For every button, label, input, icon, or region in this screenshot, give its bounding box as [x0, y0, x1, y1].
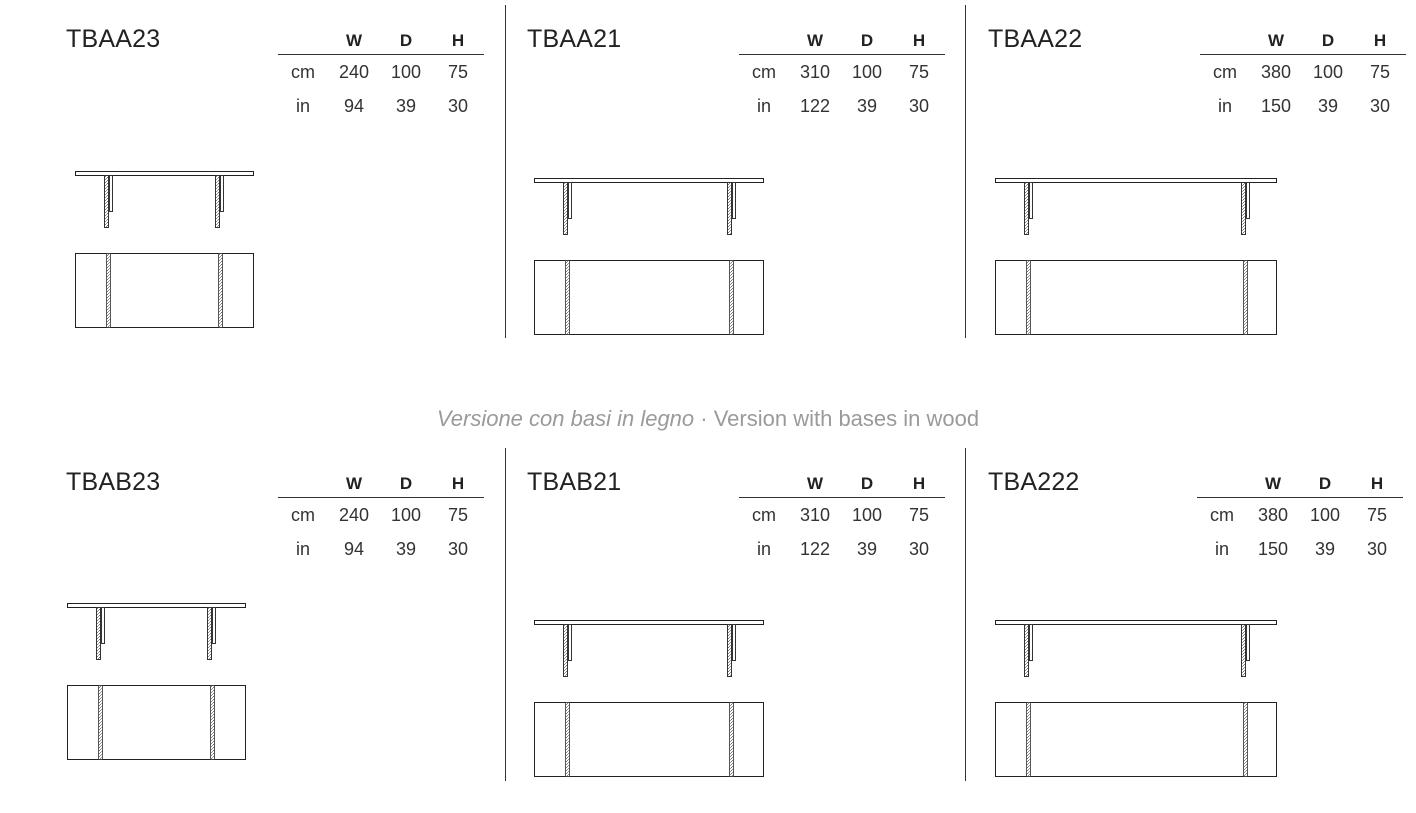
header-w: W — [328, 28, 380, 55]
table-row — [739, 532, 945, 566]
depth-value: 39 — [395, 95, 417, 116]
table-side-view — [994, 175, 1280, 239]
height-value: 75 — [908, 504, 930, 525]
height-value: 30 — [1366, 538, 1388, 559]
width-value: 94 — [343, 95, 365, 116]
height-value: 75 — [447, 504, 469, 525]
width-value: 380 — [1257, 504, 1289, 525]
width-value: 380 — [1260, 61, 1292, 82]
dimensions-table — [739, 471, 945, 566]
depth-value: 39 — [856, 538, 878, 559]
header-d: D — [841, 471, 893, 498]
dimensions-table — [1197, 471, 1403, 566]
depth-value: 39 — [395, 538, 417, 559]
table-row — [278, 89, 484, 123]
header-h: H — [893, 471, 945, 498]
table-row — [1197, 532, 1403, 566]
product-code: TBAB23 — [66, 468, 161, 496]
column-divider — [505, 448, 506, 781]
unit-label: in — [756, 538, 771, 559]
table-side-view — [74, 168, 256, 232]
width-value: 150 — [1260, 95, 1292, 116]
table-side-view — [533, 175, 767, 239]
depth-value: 100 — [1309, 504, 1341, 525]
depth-value: 39 — [1317, 95, 1339, 116]
width-value: 240 — [338, 504, 370, 525]
table-top-view — [994, 259, 1280, 337]
header-h: H — [432, 28, 484, 55]
dimensions-table — [278, 471, 484, 566]
height-value: 30 — [1369, 95, 1391, 116]
depth-value: 39 — [1314, 538, 1336, 559]
header-h: H — [432, 471, 484, 498]
header-w: W — [1250, 28, 1302, 55]
depth-value: 100 — [851, 61, 883, 82]
table-row — [1200, 89, 1406, 123]
height-value: 30 — [447, 95, 469, 116]
unit-label: in — [1214, 538, 1229, 559]
column-divider — [965, 448, 966, 781]
column-divider — [965, 5, 966, 338]
height-value: 75 — [447, 61, 469, 82]
unit-label: cm — [291, 61, 315, 82]
depth-value: 39 — [856, 95, 878, 116]
product-code: TBA222 — [988, 468, 1080, 496]
height-value: 30 — [908, 95, 930, 116]
table-row — [739, 55, 945, 90]
header-d: D — [841, 28, 893, 55]
unit-label: in — [756, 95, 771, 116]
dimensions-table — [278, 28, 484, 123]
table-top-view — [74, 252, 256, 330]
table-top-view — [533, 259, 767, 337]
table-row — [739, 89, 945, 123]
height-value: 75 — [1366, 504, 1388, 525]
dimensions-table — [739, 28, 945, 123]
height-value: 75 — [1369, 61, 1391, 82]
subtitle-italian: Versione con basi in legno — [436, 406, 695, 431]
unit-label: in — [1217, 95, 1232, 116]
depth-value: 100 — [390, 504, 422, 525]
width-value: 150 — [1257, 538, 1289, 559]
width-value: 310 — [799, 504, 831, 525]
table-row — [739, 498, 945, 533]
table-side-view — [66, 600, 248, 664]
depth-value: 100 — [390, 61, 422, 82]
header-w: W — [789, 471, 841, 498]
unit-label: cm — [752, 61, 776, 82]
table-row — [278, 55, 484, 90]
product-code: TBAA22 — [988, 25, 1083, 53]
header-d: D — [380, 28, 432, 55]
table-row — [1197, 498, 1403, 533]
height-value: 75 — [908, 61, 930, 82]
height-value: 30 — [908, 538, 930, 559]
width-value: 310 — [799, 61, 831, 82]
header-d: D — [380, 471, 432, 498]
table-row — [278, 498, 484, 533]
depth-value: 100 — [851, 504, 883, 525]
width-value: 122 — [799, 538, 831, 559]
product-code: TBAA23 — [66, 25, 161, 53]
product-code: TBAB21 — [527, 468, 622, 496]
subtitle-english: Version with bases in wood — [713, 406, 980, 431]
product-code: TBAA21 — [527, 25, 622, 53]
unit-label: cm — [1210, 504, 1234, 525]
width-value: 122 — [799, 95, 831, 116]
table-row — [278, 532, 484, 566]
height-value: 30 — [447, 538, 469, 559]
unit-label: cm — [752, 504, 776, 525]
column-divider — [505, 5, 506, 338]
unit-label: cm — [291, 504, 315, 525]
table-top-view — [533, 701, 767, 779]
unit-label: in — [295, 95, 310, 116]
section-subtitle — [0, 406, 1416, 432]
table-side-view — [994, 617, 1280, 681]
unit-label: cm — [1213, 61, 1237, 82]
header-d: D — [1302, 28, 1354, 55]
width-value: 94 — [343, 538, 365, 559]
header-w: W — [789, 28, 841, 55]
table-side-view — [533, 617, 767, 681]
header-w: W — [1247, 471, 1299, 498]
unit-label: in — [295, 538, 310, 559]
header-h: H — [1351, 471, 1403, 498]
depth-value: 100 — [1312, 61, 1344, 82]
header-h: H — [1354, 28, 1406, 55]
table-top-view — [994, 701, 1280, 779]
header-d: D — [1299, 471, 1351, 498]
header-h: H — [893, 28, 945, 55]
subtitle-separator: · — [694, 406, 714, 431]
table-top-view — [66, 684, 248, 762]
width-value: 240 — [338, 61, 370, 82]
table-row — [1200, 55, 1406, 90]
dimensions-table — [1200, 28, 1406, 123]
header-w: W — [328, 471, 380, 498]
